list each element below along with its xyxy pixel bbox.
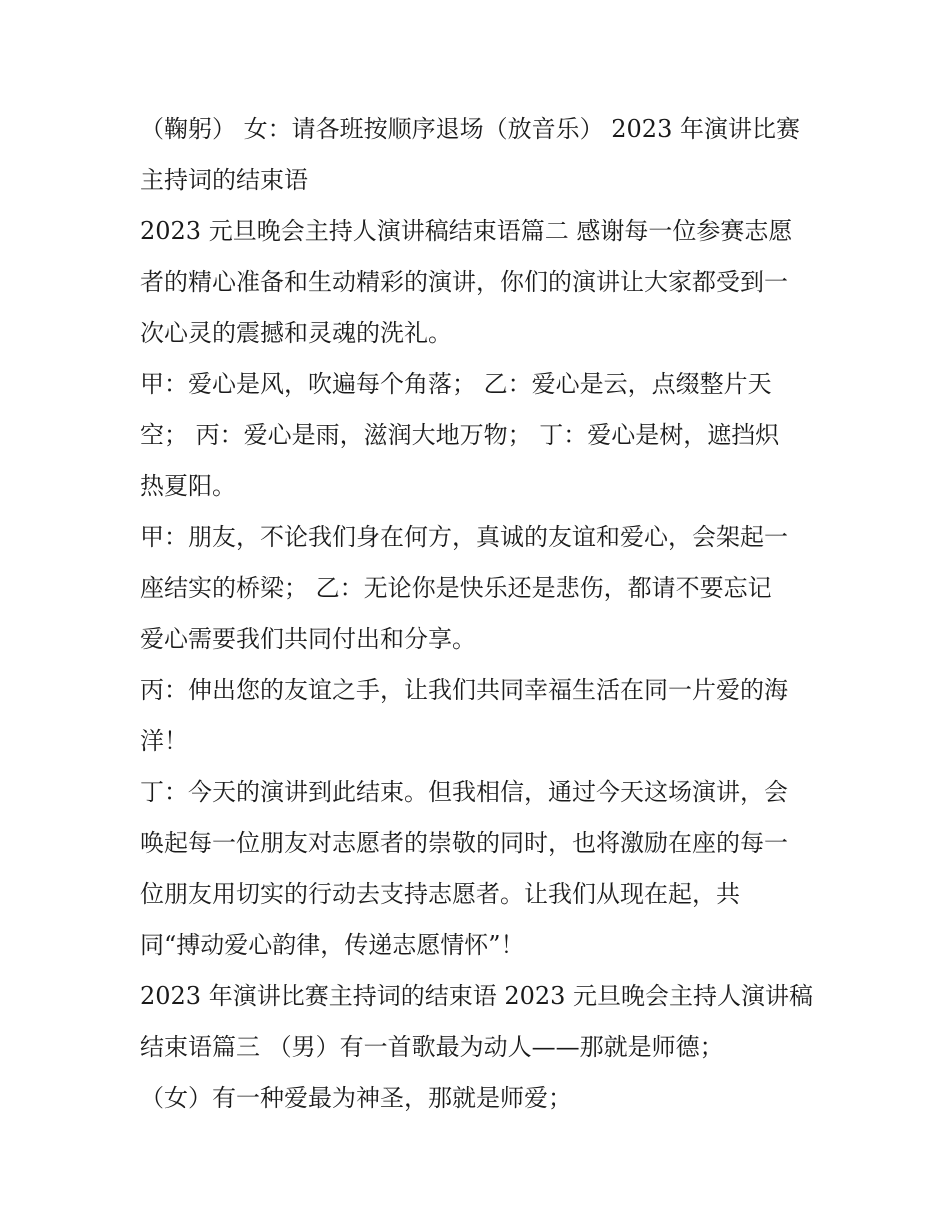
document-body — [140, 104, 820, 1124]
text-line: 丙：伸出您的友谊之手，让我们共同幸福生活在同一片爱的海 — [140, 676, 788, 704]
text-line: 洋！ — [140, 727, 188, 755]
text-line: 主持词的结束语 — [140, 166, 308, 194]
text-line: 甲：朋友，不论我们身在何方，真诚的友谊和爱心，会架起一 — [140, 523, 788, 551]
text-line: 2023 元旦晚会主持人演讲稿结束语篇二 感谢每一位参赛志愿 — [140, 217, 793, 245]
text-line: 座结实的桥梁； 乙：无论你是快乐还是悲伤，都请不要忘记 — [140, 574, 772, 602]
text-line: 甲：爱心是风，吹遍每个角落； 乙：爱心是云，点缀整片天 — [140, 370, 772, 398]
text-line: 次心灵的震撼和灵魂的洗礼。 — [140, 319, 452, 347]
text-line: 热夏阳。 — [140, 472, 236, 500]
text-line: （鞠躬） 女：请各班按顺序退场（放音乐） 2023 年演讲比赛 — [140, 115, 800, 143]
text-line: 结束语篇三 （男）有一首歌最为动人——那就是师德； — [140, 1033, 724, 1061]
text-line: 爱心需要我们共同付出和分享。 — [140, 625, 476, 653]
text-line: 位朋友用切实的行动去支持志愿者。让我们从现在起，共 — [140, 880, 740, 908]
text-line: 丁：今天的演讲到此结束。但我相信，通过今天这场演讲，会 — [140, 778, 788, 806]
text-line: 同“搏动爱心韵律，传递志愿情怀”！ — [140, 931, 525, 959]
text-line: （女）有一种爱最为神圣，那就是师爱； — [140, 1084, 572, 1112]
text-line: 者的精心准备和生动精彩的演讲，你们的演讲让大家都受到一 — [140, 268, 788, 296]
text-line: 2023 年演讲比赛主持词的结束语 2023 元旦晚会主持人演讲稿 — [140, 982, 814, 1010]
text-line: 空； 丙：爱心是雨，滋润大地万物； 丁：爱心是树，遮挡炽 — [140, 421, 780, 449]
text-line: 唤起每一位朋友对志愿者的崇敬的同时，也将激励在座的每一 — [140, 829, 788, 857]
